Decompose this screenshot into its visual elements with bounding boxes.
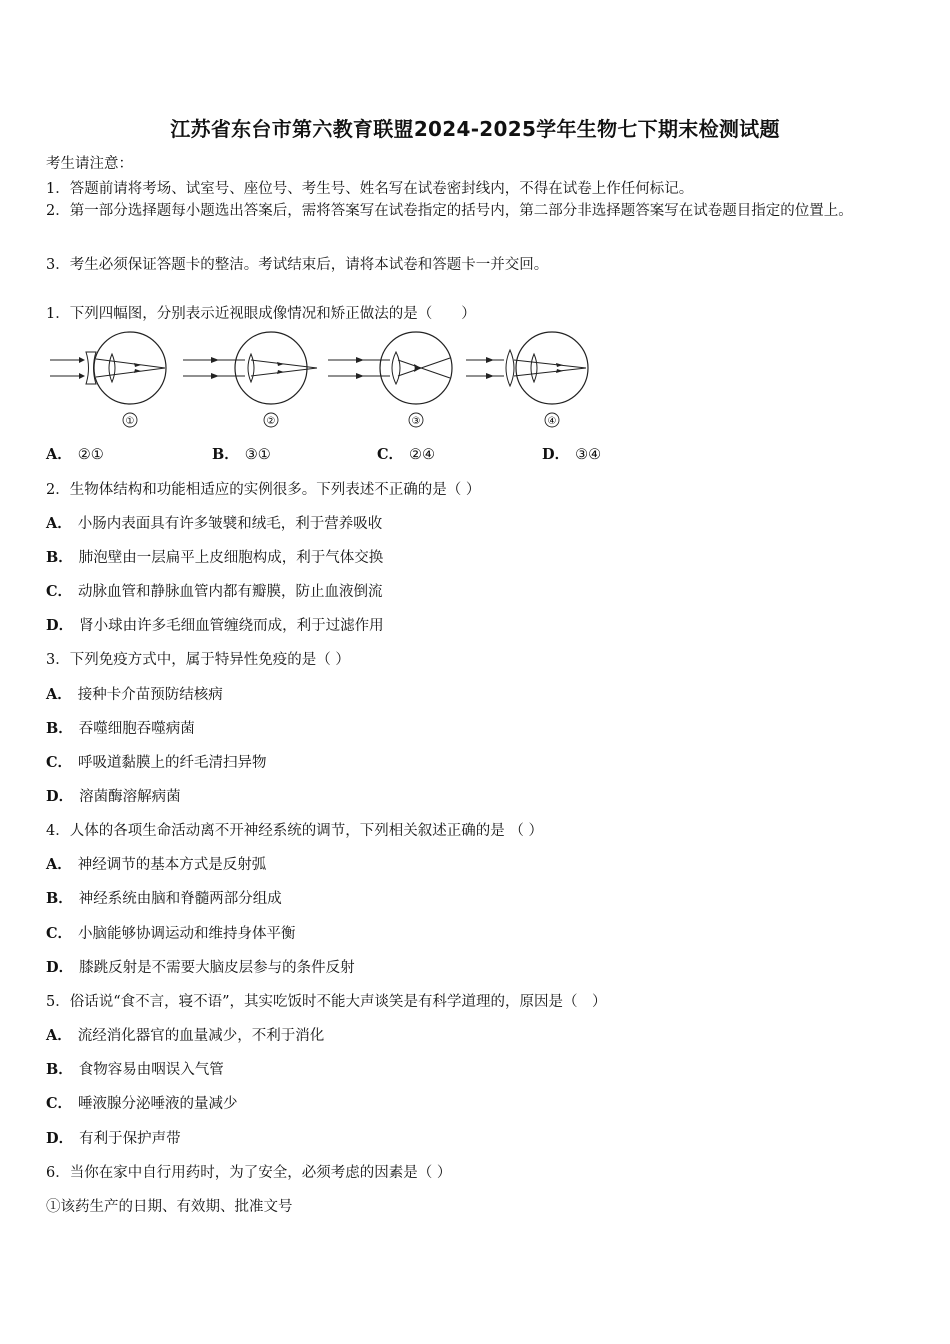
q4-option-d: D． 膝跳反射是不需要大脑皮层参与的条件反射 <box>46 959 355 976</box>
figure-label-4: ④ <box>547 416 557 427</box>
q2-option-a: A． 小肠内表面具有许多皱襞和绒毛，利于营养吸收 <box>46 515 383 532</box>
q5-stem: 5．俗话说“食不言，寝不语”，其实吃饭时不能大声谈笑是有科学道理的，原因是（ ） <box>46 994 607 1010</box>
eye-diagram-3 <box>326 330 466 435</box>
q1-eye-figures <box>46 330 606 435</box>
q3-option-d: D． 溶菌酶溶解病菌 <box>46 788 181 805</box>
notice-item-3: 3．考生必须保证答题卡的整洁。考试结束后，请将本试卷和答题卡一并交回。 <box>46 257 549 273</box>
q5-option-d: D． 有利于保护声带 <box>46 1130 181 1147</box>
eye-diagram-4 <box>464 330 604 435</box>
eye-diagram-2 <box>181 330 321 435</box>
figure-label-1: ① <box>125 416 135 427</box>
q3-option-b: B． 吞噬细胞吞噬病菌 <box>46 720 195 737</box>
notice-item-2: 2．第一部分选择题每小题选出答案后，需将答案写在试卷指定的括号内，第二部分非选择题答案写在试卷题目指定的位置上。 <box>46 203 853 219</box>
q4-option-a: A． 神经调节的基本方式是反射弧 <box>46 856 267 873</box>
figure-label-3: ③ <box>411 416 421 427</box>
q3-stem: 3．下列免疫方式中，属于特异性免疫的是（ ） <box>46 652 350 668</box>
notice-item-1: 1．答题前请将考场、试室号、座位号、考生号、姓名写在试卷密封线内，不得在试卷上作任何标记。 <box>46 181 694 197</box>
q2-option-c: C． 动脉血管和静脉血管内都有瓣膜，防止血液倒流 <box>46 583 383 600</box>
q1-option-c: C． ②④ <box>377 446 436 463</box>
q4-stem: 4．人体的各项生命活动离不开神经系统的调节，下列相关叙述正确的是 （ ） <box>46 823 543 839</box>
q1-option-a: A． ②① <box>46 446 104 463</box>
q1-option-b: B． ③① <box>212 446 271 463</box>
q5-option-a: A． 流经消化器官的血量减少，不利于消化 <box>46 1027 325 1044</box>
q2-stem: 2．生物体结构和功能相适应的实例很多。下列表述不正确的是（ ） <box>46 482 481 498</box>
notice-heading: 考生请注意： <box>46 156 133 172</box>
q1-stem: 1．下列四幅图，分别表示近视眼成像情况和矫正做法的是（ ） <box>46 306 476 322</box>
q1-option-d: D． ③④ <box>542 446 602 463</box>
q6-stem: 6．当你在家中自行用药时，为了安全，必须考虑的因素是（ ） <box>46 1165 452 1181</box>
q5-option-b: B． 食物容易由咽误入气管 <box>46 1061 224 1078</box>
q4-option-b: B． 神经系统由脑和脊髓两部分组成 <box>46 890 282 907</box>
exam-title: 江苏省东台市第六教育联盟2024-2025学年生物七下期末检测试题 <box>170 117 780 141</box>
q2-option-d: D． 肾小球由许多毛细血管缠绕而成，利于过滤作用 <box>46 617 384 634</box>
q3-option-a: A． 接种卡介苗预防结核病 <box>46 686 223 703</box>
eye-figure-3 <box>326 330 466 435</box>
q2-option-b: B． 肺泡壁由一层扁平上皮细胞构成，利于气体交换 <box>46 549 384 566</box>
eye-diagram-1 <box>46 330 186 435</box>
q3-option-c: C． 呼吸道黏膜上的纤毛清扫异物 <box>46 754 267 771</box>
q6-item-1: ①该药生产的日期、有效期、批准文号 <box>46 1199 293 1215</box>
eye-figure-4 <box>464 330 604 435</box>
q4-option-c: C． 小脑能够协调运动和维持身体平衡 <box>46 925 296 942</box>
q5-option-c: C． 唾液腺分泌唾液的量减少 <box>46 1095 238 1112</box>
eye-figure-1 <box>46 330 186 435</box>
figure-label-2: ② <box>266 416 276 427</box>
eye-figure-2 <box>181 330 321 435</box>
